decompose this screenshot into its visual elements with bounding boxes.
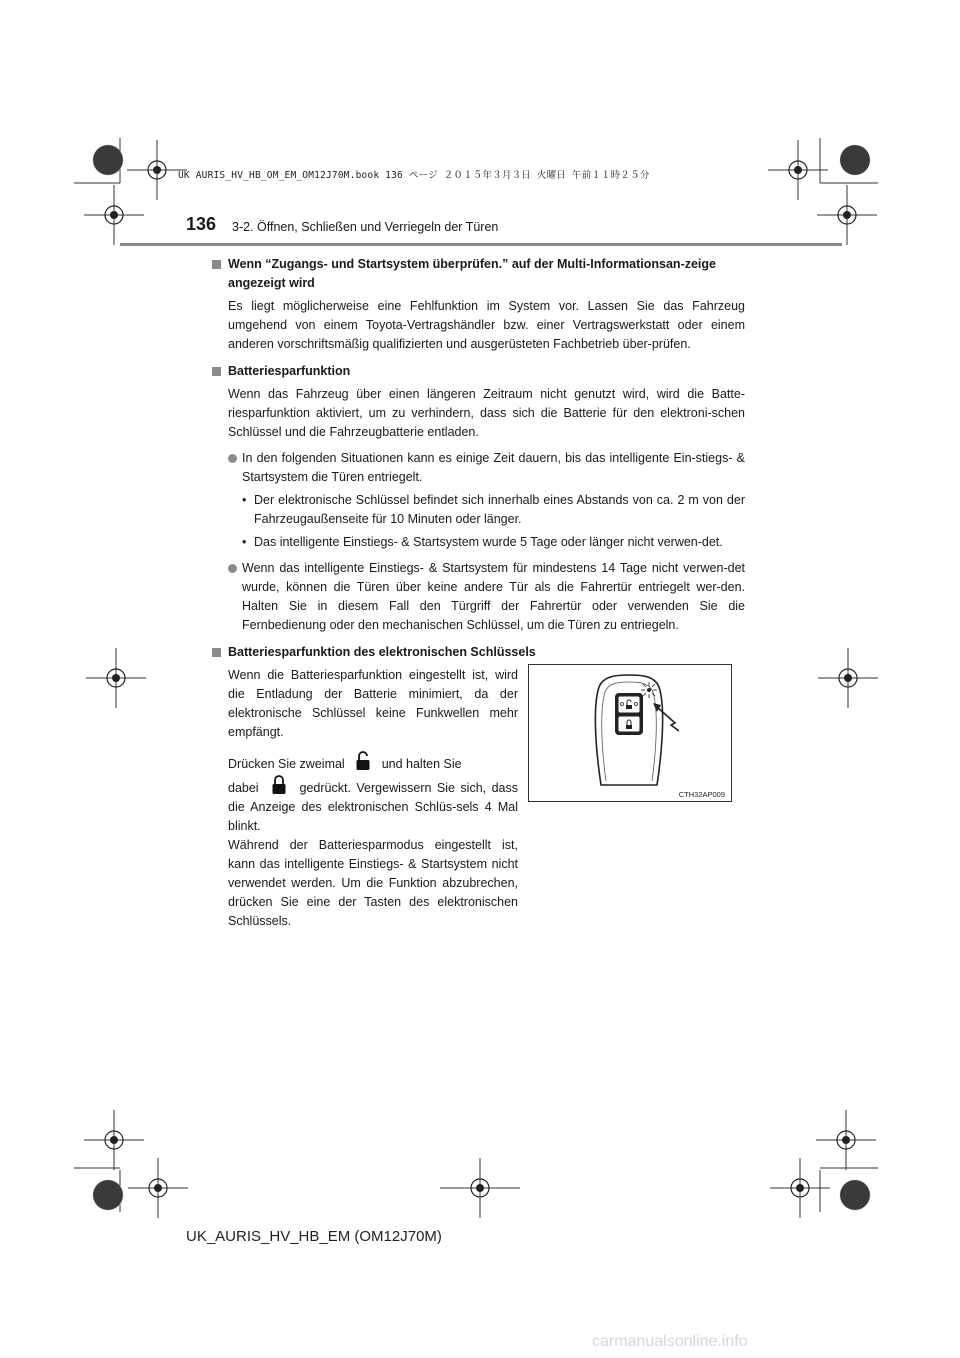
instruction-text: und halten Sie: [381, 757, 462, 771]
section-note: Während der Batteriesparmodus eingestellt ist, kann das intelligente Einstiegs- & Startsystem nicht verwendet werden. Um die Funktion abzubrechen, drücken Sie eine der Tasten des elektronischen Schlüssels.: [228, 838, 518, 928]
print-info-line: UK AURIS_HV_HB_OM_EM_OM12J70M.book 136 ページ ２０１５年３月３日 火曜日 午前１１時２５分: [178, 170, 650, 181]
bullet-dot-icon: •: [242, 535, 247, 549]
section-title-text: Batteriesparfunktion des elektronischen Schlüssels: [228, 645, 536, 659]
round-bullet-icon: [228, 564, 237, 573]
section-title: [212, 255, 745, 293]
round-bullet-icon: [228, 454, 237, 463]
unlock-icon: [348, 750, 378, 768]
page-content: [212, 255, 745, 931]
sub-list-item-text: Der elektronische Schlüssel befindet sich innerhalb eines Abstands von ca. 2 m von der Fahrzeugaußenseite für 10 Minuten oder länger.: [254, 493, 745, 526]
section-body: Wenn die Batteriesparfunktion eingestellt ist, wird die Entladung der Batterie minimiert, da der elektronische Schlüssel keine Funkwellen mehr empfängt.: [228, 668, 518, 739]
section-title-text: Batteriesparfunktion: [228, 364, 351, 378]
watermark: carmanualsonline.info: [592, 1333, 748, 1350]
bullet-dot-icon: •: [242, 493, 247, 507]
instruction-text: Drücken Sie zweimal: [228, 757, 345, 771]
section-title: [212, 362, 745, 381]
footer-manual-code: UK_AURIS_HV_HB_EM (OM12J70M): [186, 1228, 442, 1245]
square-bullet-icon: [212, 367, 221, 376]
square-bullet-icon: [212, 648, 221, 657]
chapter-title: 3-2. Öffnen, Schließen und Verriegeln der Türen: [232, 220, 499, 234]
key-fob-illustration: [528, 664, 732, 802]
list-item: [212, 449, 745, 487]
instruction-text: dabei: [228, 781, 259, 795]
list-item-text: Wenn das intelligente Einstiegs- & Startsystem für mindestens 14 Tage nicht verwen-det wurde, können die Türen über keine andere Tür als die Fahrertür entriegelt wer-den. Halten Sie in diesem Fall den Türgriff der Fahrertür oder verwenden Sie die Fernbedienung oder den mechanischen Schlüssel, um die Türen zu entriegeln.: [242, 561, 745, 632]
list-item-text: In den folgenden Situationen kann es einige Zeit dauern, bis das intelligente Ein-stiegs- & Startsystem die Türen entriegelt.: [242, 451, 745, 484]
lock-icon: [264, 774, 294, 792]
sub-list-item: [212, 491, 745, 529]
section-title-text: Wenn “Zugangs- und Startsystem überprüfen.” auf der Multi-Informationsan-zeige angezeigt wird: [228, 257, 716, 290]
section-body: Es liegt möglicherweise eine Fehlfunktion im System vor. Lassen Sie das Fahrzeug umgehend von einem Toyota-Vertragshändler bzw. einer Vertragswerkstatt oder einem anderen vorschriftsmäßig qualifizierten und ausgerüsteten Fachbetrieb über-prüfen.: [228, 299, 745, 351]
section-battery-saving: [212, 362, 745, 635]
sub-list-item-text: Das intelligente Einstiegs- & Startsystem wurde 5 Tage oder länger nicht verwen-det.: [254, 535, 723, 549]
header-rule: [120, 243, 842, 246]
sub-list-item: [212, 533, 745, 552]
instruction-text: gedrückt. Vergewissern Sie sich, dass die Anzeige des elektronischen Schlüs-sels 4 Mal blinkt.: [228, 781, 518, 833]
electronic-key-drawing: [529, 665, 730, 800]
instruction-paragraph: [228, 750, 518, 836]
list-item: [212, 559, 745, 635]
figure-code: CTH32AP009: [678, 790, 725, 799]
section-system-check: [212, 255, 745, 354]
section-title: [212, 643, 745, 662]
page-number: 136: [186, 214, 217, 234]
section-body: Wenn das Fahrzeug über einen längeren Zeitraum nicht genutzt wird, wird die Batte-riesparfunktion aktiviert, um zu verhindern, dass sich die Batterie für den elektroni-schen Schlüssel und die Fahrzeugbatterie entladen.: [228, 387, 745, 439]
square-bullet-icon: [212, 260, 221, 269]
